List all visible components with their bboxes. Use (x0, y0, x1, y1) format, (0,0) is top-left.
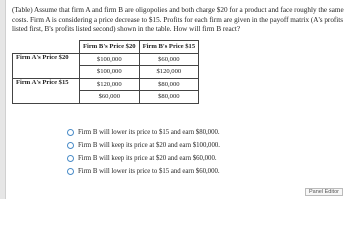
header-row (13, 41, 199, 54)
radio-button[interactable] (67, 129, 74, 136)
row-label-a20: Firm A's Price $20 (13, 53, 80, 78)
col-header-b20: Firm B's Price $20 (80, 41, 140, 54)
payoff-matrix (12, 40, 199, 104)
table-row (13, 78, 199, 91)
radio-button[interactable] (67, 168, 74, 175)
answer-options (67, 126, 220, 178)
radio-button[interactable] (67, 142, 74, 149)
option-label: Firm B will lower its price to $15 and earn $80,000. (78, 129, 220, 136)
answer-option-2[interactable] (67, 139, 220, 152)
option-label: Firm B will keep its price at $20 and earn $100,000. (78, 142, 220, 149)
answer-option-3[interactable] (67, 152, 220, 165)
panel-editor-button[interactable]: Panel Editor (305, 188, 343, 196)
payoff-cell: $60,000 (139, 53, 199, 66)
option-label: Firm B will lower its price to $15 and earn $60,000. (78, 168, 220, 175)
col-header-b15: Firm B's Price $15 (139, 41, 199, 54)
answer-option-4[interactable] (67, 165, 220, 178)
payoff-cell: $60,000 (80, 91, 140, 104)
payoff-cell: $100,000 (80, 53, 140, 66)
payoff-cell: $80,000 (139, 91, 199, 104)
left-sidebar-strip (0, 0, 6, 199)
table-row (13, 53, 199, 66)
payoff-cell: $120,000 (139, 66, 199, 79)
payoff-cell: $80,000 (139, 78, 199, 91)
answer-option-1[interactable] (67, 126, 220, 139)
payoff-cell: $100,000 (80, 66, 140, 79)
corner-cell (13, 41, 80, 54)
question-text: (Table) Assume that firm A and firm B are oligopolies and both charge $20 for a product and face roughly the same costs. Firm A is considering a price decrease to $15. Profits for each firm are given in the payoff matrix (A's profits listed first, B's profits listed second) shown in the table. How will firm B react? (12, 6, 344, 34)
payoff-cell: $120,000 (80, 78, 140, 91)
radio-button[interactable] (67, 155, 74, 162)
option-label: Firm B will keep its price at $20 and earn $60,000. (78, 155, 217, 162)
row-label-a15: Firm A's Price $15 (13, 78, 80, 103)
